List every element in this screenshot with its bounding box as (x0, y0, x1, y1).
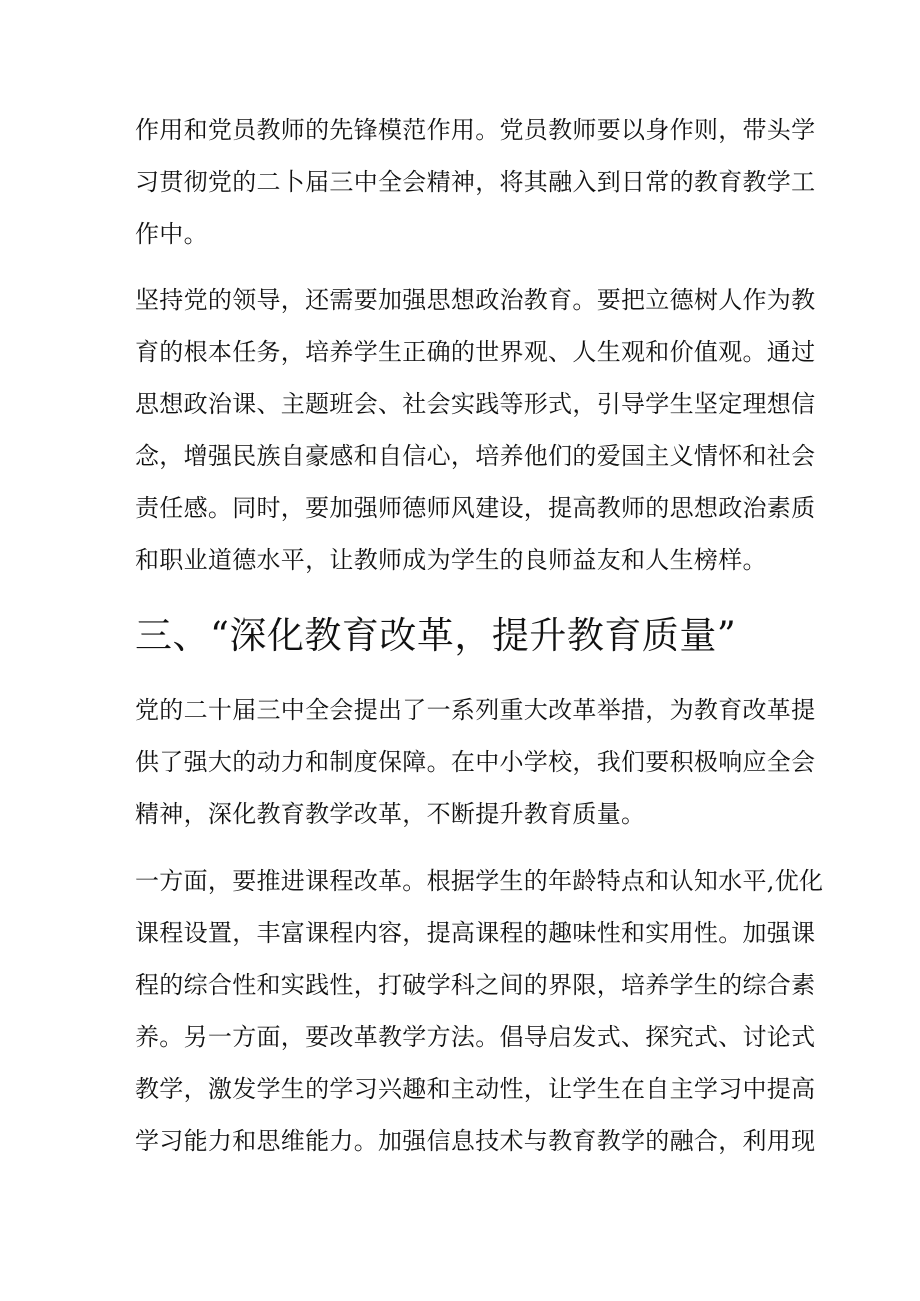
text-line: 党的二十届三中全会提出了一系列重大改革举措，为教育改革提 (135, 696, 816, 724)
text-line: 学习能力和思维能力。加强信息技术与教育教学的融合，利用现 (135, 1127, 816, 1155)
text-line: 课程设置，丰富课程内容，提高课程的趣味性和实用性。加强课 (135, 919, 816, 947)
text-line: 习贯彻党的二卜届三中全会精神，将其融入到日常的教育教学工 (135, 168, 816, 196)
text-line: 思想政治课、主题班会、社会实践等形式，引导学生坚定理想信 (135, 390, 816, 418)
text-line: 和职业道德水平，让教师成为学生的良师益友和人生榜样。 (135, 546, 767, 574)
text-line: 责任感。同时，要加强师德师风建设，提高教师的思想政治素质 (135, 494, 816, 522)
body-paragraph (135, 855, 823, 1167)
section-heading: 三、“深化教育改革，提升教育质量” (135, 614, 737, 657)
body-paragraph (135, 274, 815, 586)
text-line: 养。另一方面，要改革教学方法。倡导启发式、探究式、讨论式 (135, 1023, 816, 1051)
text-line: 念，增强民族自豪感和自信心，培养他们的爱国主义情怀和社会 (135, 442, 816, 470)
body-paragraph (135, 684, 815, 840)
text-line: 程的综合性和实践性，打破学科之间的界限，培养学生的综合素 (135, 971, 816, 999)
text-line: 一方面，要推进课程改革。根据学生的年龄特点和认知水平,优化 (135, 867, 824, 895)
text-line: 精神，深化教育教学改革，不断提升教育质量。 (135, 800, 646, 828)
text-line: 作用和党员教师的先锋模范作用。党员教师要以身作则，带头学 (135, 116, 816, 144)
text-line: 作中。 (135, 220, 208, 248)
body-paragraph (135, 104, 815, 260)
text-line: 育的根本任务，培养学生正确的世界观、人生观和价值观。通过 (135, 338, 816, 366)
text-line: 教学，激发学生的学习兴趣和主动性，让学生在自主学习中提高 (135, 1075, 816, 1103)
text-line: 坚持党的领导，还需要加强思想政治教育。要把立德树人作为教 (135, 286, 816, 314)
text-line: 供了强大的动力和制度保障。在中小学校，我们要积极响应全会 (135, 748, 816, 776)
